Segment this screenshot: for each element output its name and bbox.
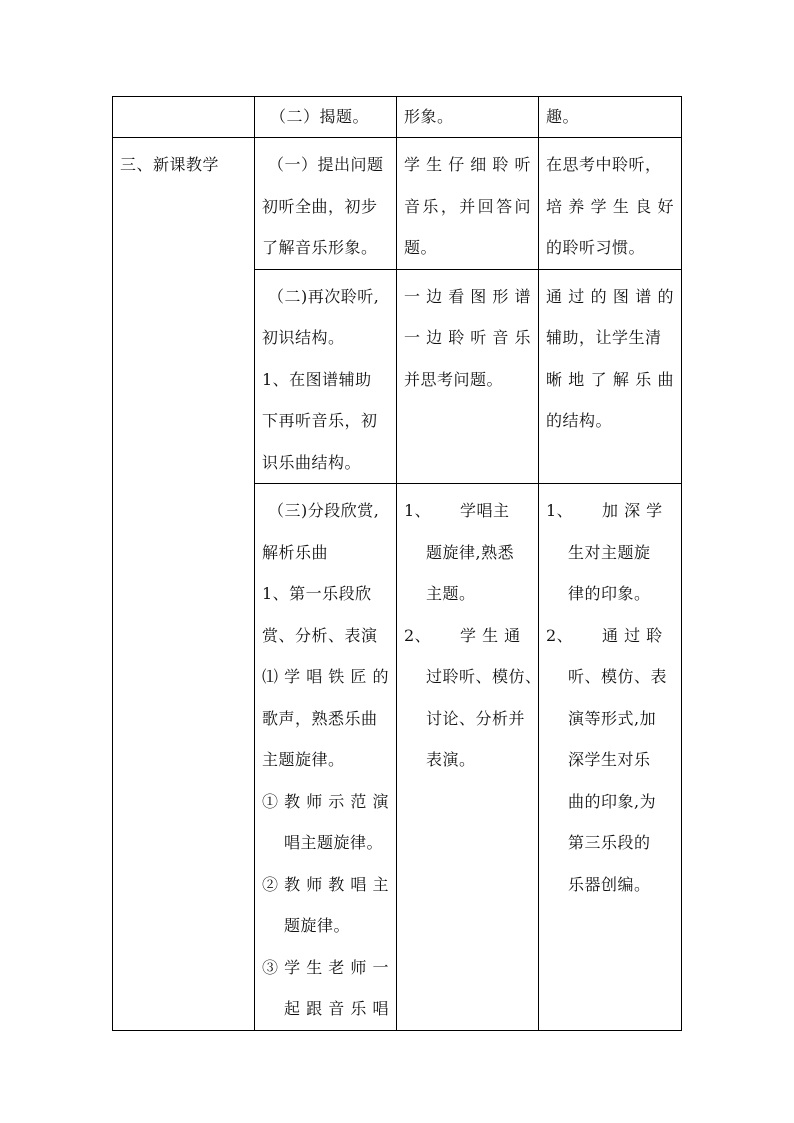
list-item bbox=[404, 615, 531, 657]
cell-line: 表演。 bbox=[426, 750, 476, 769]
cell-line: 律的印象。 bbox=[568, 584, 651, 603]
cell-line: ①教师示范演 bbox=[262, 791, 389, 811]
cell-line: 一边看图形谱 bbox=[404, 286, 531, 306]
stage-label: 三、新课教学 bbox=[120, 155, 220, 174]
cell-line: 演等形式,加 bbox=[568, 708, 657, 728]
cell-line: （二)再次聆听, bbox=[268, 286, 380, 306]
cell-line: 加 深 学 bbox=[602, 501, 663, 520]
cell-line: 题旋律。 bbox=[284, 916, 351, 935]
cell-line: 讨论、分析并 bbox=[426, 708, 526, 728]
table-cell bbox=[255, 484, 397, 1031]
cell-line: 唱主题旋律。 bbox=[284, 833, 384, 852]
cell-line: 辅助，让学生清 bbox=[546, 328, 662, 347]
table-cell bbox=[113, 97, 255, 138]
table-cell bbox=[539, 138, 682, 270]
table-cell: 形象。 bbox=[397, 97, 539, 138]
cell-line: 歌声，熟悉乐曲 bbox=[262, 708, 378, 728]
cell-line: 晰地了解乐曲 bbox=[546, 369, 674, 389]
cell-line: 生对主题旋 bbox=[568, 542, 651, 562]
cell-line: 一边聆听音乐 bbox=[404, 328, 531, 347]
list-item bbox=[546, 615, 674, 657]
cell-line: 初识结构。 bbox=[262, 328, 345, 347]
cell-line: （一）提出问题 bbox=[268, 155, 384, 174]
cell-line: 解析乐曲 bbox=[262, 542, 329, 562]
table-cell bbox=[397, 138, 539, 270]
cell-line: ③学生老师一 bbox=[262, 957, 389, 977]
table-cell bbox=[539, 269, 682, 484]
cell-line: 初听全曲，初步 bbox=[262, 196, 378, 216]
cell-line: 起跟音乐唱 bbox=[284, 999, 389, 1018]
cell-line: 1、第一乐段欣 bbox=[262, 584, 372, 603]
cell-line: 学生仔细聆听 bbox=[404, 155, 531, 174]
cell-line: 的聆听习惯。 bbox=[546, 238, 646, 257]
cell-line: （三)分段欣赏, bbox=[268, 501, 380, 520]
table-cell bbox=[539, 484, 682, 1031]
cell-line: 过聆听、模仿、 bbox=[426, 667, 542, 686]
cell-line: 通过的图谱的 bbox=[546, 286, 674, 306]
cell-line: 并思考问题。 bbox=[404, 369, 504, 389]
cell-line: 识乐曲结构。 bbox=[262, 452, 362, 472]
table-cell: 趣。 bbox=[539, 97, 682, 138]
cell-line: 主题旋律。 bbox=[262, 750, 345, 769]
cell-line: 第三乐段的 bbox=[568, 833, 651, 852]
table-row bbox=[113, 138, 682, 270]
list-number: 1、 bbox=[546, 501, 574, 520]
cell-line: 曲的印象,为 bbox=[568, 791, 657, 811]
cell-line: ②教师教唱主 bbox=[262, 874, 389, 894]
cell-line: ⑴学唱铁匠的 bbox=[262, 667, 389, 686]
table-cell bbox=[255, 269, 397, 484]
cell-line: 下再听音乐，初 bbox=[262, 411, 378, 430]
cell-line: 培养学生良好 bbox=[546, 196, 674, 216]
stage-label-cell bbox=[113, 138, 255, 1031]
table-row bbox=[113, 97, 682, 138]
cell-line: 题旋律,熟悉 bbox=[426, 542, 515, 562]
cell-text: （二）揭题。 bbox=[270, 107, 370, 126]
table-cell bbox=[397, 269, 539, 484]
list-item bbox=[404, 490, 531, 532]
cell-line: 题。 bbox=[404, 238, 438, 257]
lesson-plan-table bbox=[112, 96, 682, 1031]
cell-line: 赏、分析、表演 bbox=[262, 625, 378, 645]
cell-line: 乐器创编。 bbox=[568, 874, 651, 894]
table-cell bbox=[255, 97, 397, 138]
list-number: 1、 bbox=[404, 501, 432, 520]
list-item bbox=[546, 490, 674, 532]
cell-line: 了解音乐形象。 bbox=[262, 238, 378, 257]
cell-line: 学 生 通 bbox=[460, 625, 521, 645]
list-number: 2、 bbox=[546, 625, 574, 645]
cell-line: 的结构。 bbox=[546, 411, 613, 430]
cell-line: 在思考中聆听， bbox=[546, 155, 662, 174]
cell-line: 1、在图谱辅助 bbox=[262, 369, 372, 389]
table-cell bbox=[397, 484, 542, 1031]
cell-line: 主题。 bbox=[426, 584, 476, 603]
list-number: 2、 bbox=[404, 625, 432, 645]
cell-line: 听、模仿、表 bbox=[568, 667, 668, 686]
cell-line: 音乐，并回答问 bbox=[404, 196, 531, 216]
cell-line: 通 过 聆 bbox=[602, 625, 663, 645]
cell-line: 学唱主 bbox=[460, 501, 510, 520]
table-cell bbox=[255, 138, 397, 270]
cell-line: 深学生对乐 bbox=[568, 750, 651, 769]
